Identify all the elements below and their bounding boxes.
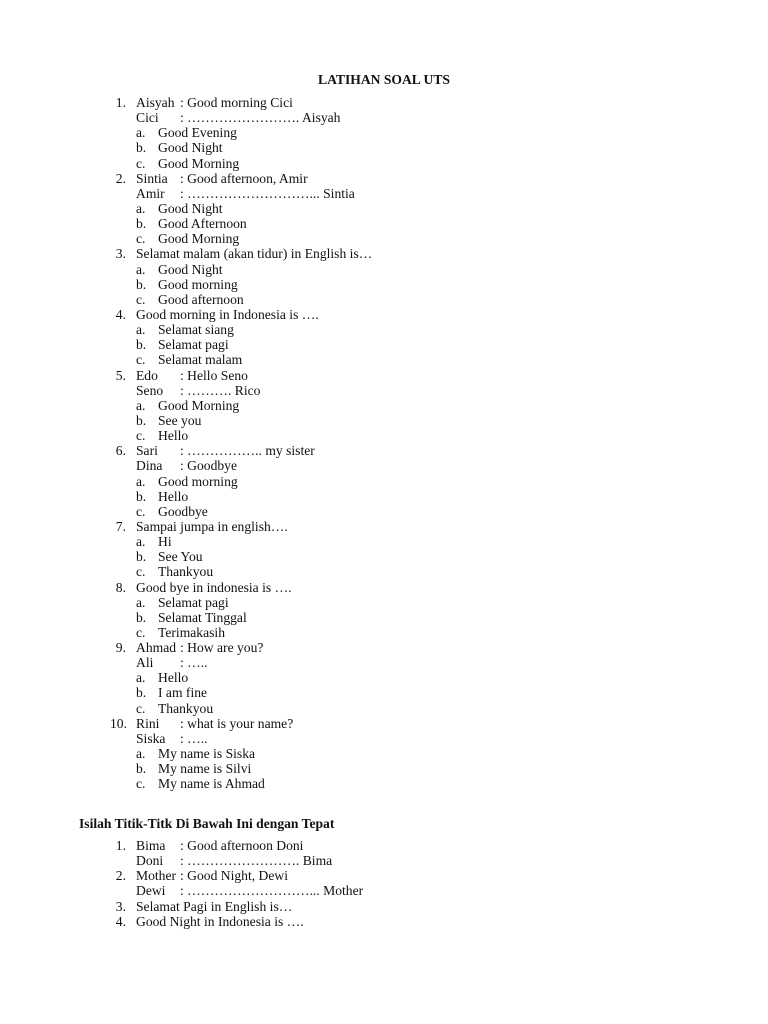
question-line: [0, 246, 768, 261]
option-letter: a.: [136, 594, 146, 610]
option-text: Good Morning: [158, 397, 240, 413]
dialog-text: : ……………………. Bima: [180, 853, 333, 869]
option-letter: a.: [136, 746, 146, 762]
question-text: Good bye in indonesia is ….: [136, 579, 292, 595]
question-item: [0, 716, 768, 792]
dialog-text: : ………. Rico: [180, 382, 261, 398]
speaker-name: Bima: [136, 838, 166, 853]
question-item: [0, 519, 768, 580]
speaker-name: Amir: [136, 185, 165, 201]
question-item: [0, 368, 768, 444]
question-item: [0, 307, 768, 368]
answer-option: [0, 201, 768, 216]
answer-option: [0, 610, 768, 625]
option-text: Thankyou: [158, 700, 214, 716]
option-text: Selamat malam: [158, 352, 243, 368]
answer-option: [0, 413, 768, 428]
dialog-line: [0, 838, 768, 853]
option-letter: c.: [136, 231, 146, 247]
answer-option: [0, 746, 768, 761]
answer-option: [0, 231, 768, 246]
speaker-name: Aisyah: [136, 95, 175, 110]
dialog-line: [0, 716, 768, 731]
option-text: Goodbye: [158, 503, 208, 519]
answer-option: [0, 489, 768, 504]
speaker-name: Edo: [136, 367, 158, 383]
answer-option: [0, 504, 768, 519]
question-text: Selamat malam (akan tidur) in English is…: [136, 246, 373, 262]
question-number: 9.: [115, 640, 126, 656]
dialog-text: : How are you?: [180, 640, 264, 656]
answer-option: [0, 140, 768, 155]
option-text: Good Morning: [158, 231, 240, 247]
option-text: My name is Ahmad: [158, 776, 265, 792]
answer-option: [0, 216, 768, 231]
option-letter: c.: [136, 155, 146, 171]
question-number: 7.: [115, 518, 126, 534]
option-text: See You: [158, 549, 203, 565]
speaker-name: Dina: [136, 458, 163, 474]
dialog-line: [0, 655, 768, 670]
dialog-text: : Good morning Cici: [180, 95, 293, 110]
option-letter: a.: [136, 534, 146, 550]
answer-option: [0, 776, 768, 791]
answer-option: [0, 125, 768, 140]
option-text: Good Night: [158, 261, 223, 277]
speaker-name: Sari: [136, 443, 158, 459]
dialog-text: : ………………………... Mother: [180, 883, 364, 899]
answer-option: [0, 534, 768, 549]
dialog-text: : Good afternoon Doni: [180, 838, 304, 853]
option-text: Hi: [158, 534, 172, 550]
section-heading: Isilah Titik-Titk Di Bawah Ini dengan Tepat: [79, 816, 335, 831]
speaker-name: Ali: [136, 655, 154, 671]
option-text: Hello: [158, 670, 189, 686]
dialog-line: [0, 368, 768, 383]
option-letter: a.: [136, 200, 146, 216]
question-item: [0, 868, 768, 898]
dialog-text: : Good Night, Dewi: [180, 868, 288, 884]
question-item: [0, 95, 768, 171]
dialog-line: [0, 443, 768, 458]
speaker-name: Doni: [136, 853, 164, 869]
option-letter: a.: [136, 670, 146, 686]
dialog-line: [0, 186, 768, 201]
option-letter: a.: [136, 473, 146, 489]
question-number: 2.: [115, 868, 126, 884]
option-letter: a.: [136, 397, 146, 413]
option-text: Hello: [158, 488, 189, 504]
option-letter: b.: [136, 609, 147, 625]
dialog-text: : …………….. my sister: [180, 443, 315, 459]
option-text: Good Morning: [158, 155, 240, 171]
dialog-line: [0, 883, 768, 898]
option-text: Selamat pagi: [158, 594, 229, 610]
question-number: 1.: [115, 838, 126, 853]
option-text: My name is Silvi: [158, 761, 252, 777]
question-item: [0, 171, 768, 247]
question-item: [0, 443, 768, 519]
question-item: [0, 899, 768, 914]
speaker-name: Ahmad: [136, 640, 177, 656]
option-text: Terimakasih: [158, 624, 225, 640]
answer-option: [0, 701, 768, 716]
answer-option: [0, 474, 768, 489]
option-text: Selamat pagi: [158, 337, 229, 353]
answer-option: [0, 398, 768, 413]
answer-option: [0, 685, 768, 700]
option-letter: b.: [136, 412, 147, 428]
option-text: See you: [158, 412, 202, 428]
answer-option: [0, 564, 768, 579]
option-text: Selamat Tinggal: [158, 609, 247, 625]
option-text: My name is Siska: [158, 746, 256, 762]
option-text: Good afternoon: [158, 291, 244, 307]
question-item: [0, 580, 768, 641]
option-text: Hello: [158, 428, 189, 444]
option-letter: b.: [136, 488, 147, 504]
answer-option: [0, 337, 768, 352]
option-letter: c.: [136, 428, 146, 444]
option-letter: a.: [136, 125, 146, 141]
answer-option: [0, 262, 768, 277]
answer-option: [0, 156, 768, 171]
question-item: [0, 640, 768, 716]
answer-option: [0, 761, 768, 776]
option-text: I am fine: [158, 685, 208, 701]
option-letter: b.: [136, 140, 147, 156]
option-letter: c.: [136, 700, 146, 716]
dialog-line: [0, 383, 768, 398]
fill-in-section: [0, 838, 768, 929]
question-text: Good morning in Indonesia is ….: [136, 306, 319, 322]
answer-option: [0, 595, 768, 610]
answer-option: [0, 670, 768, 685]
option-letter: a.: [136, 322, 146, 338]
dialog-text: : ………………………... Sintia: [180, 185, 355, 201]
option-letter: b.: [136, 276, 147, 292]
page-title: LATIHAN SOAL UTS: [318, 72, 450, 87]
dialog-text: : …..: [180, 730, 208, 746]
dialog-text: : Good afternoon, Amir: [180, 170, 308, 186]
speaker-name: Mother: [136, 868, 177, 884]
question-number: 4.: [115, 913, 126, 929]
question-number: 2.: [115, 170, 126, 186]
option-letter: c.: [136, 564, 146, 580]
question-line: [0, 914, 768, 929]
option-letter: b.: [136, 685, 147, 701]
option-letter: c.: [136, 776, 146, 792]
question-number: 3.: [115, 898, 126, 914]
question-number: 4.: [115, 306, 126, 322]
speaker-name: Dewi: [136, 883, 166, 899]
question-line: [0, 580, 768, 595]
question-number: 1.: [115, 95, 126, 110]
option-letter: a.: [136, 261, 146, 277]
option-letter: c.: [136, 291, 146, 307]
question-number: 6.: [115, 443, 126, 459]
answer-option: [0, 428, 768, 443]
option-text: Thankyou: [158, 564, 214, 580]
question-text: Sampai jumpa in english….: [136, 518, 288, 534]
dialog-line: [0, 95, 768, 110]
question-number: 10.: [110, 715, 127, 731]
dialog-text: : Goodbye: [180, 458, 238, 474]
question-item: [0, 246, 768, 307]
option-text: Good Night: [158, 140, 223, 156]
option-text: Good morning: [158, 473, 238, 489]
option-letter: c.: [136, 503, 146, 519]
dialog-line: [0, 171, 768, 186]
speaker-name: Sintia: [136, 170, 168, 186]
question-item: [0, 914, 768, 929]
speaker-name: Cici: [136, 110, 159, 126]
question-number: 5.: [115, 367, 126, 383]
answer-option: [0, 322, 768, 337]
question-line: [0, 899, 768, 914]
dialog-line: [0, 731, 768, 746]
question-text: Good Night in Indonesia is ….: [136, 913, 304, 929]
question-number: 3.: [115, 246, 126, 262]
dialog-line: [0, 853, 768, 868]
speaker-name: Rini: [136, 715, 160, 731]
answer-option: [0, 292, 768, 307]
dialog-line: [0, 458, 768, 473]
question-text: Selamat Pagi in English is…: [136, 898, 293, 914]
option-letter: c.: [136, 624, 146, 640]
option-letter: b.: [136, 216, 147, 232]
option-text: Good Evening: [158, 125, 237, 141]
dialog-line: [0, 110, 768, 125]
question-line: [0, 307, 768, 322]
question-number: 8.: [115, 579, 126, 595]
question-item: [0, 838, 768, 868]
option-letter: b.: [136, 761, 147, 777]
dialog-text: : ……………………. Aisyah: [180, 110, 341, 126]
answer-option: [0, 549, 768, 564]
option-letter: b.: [136, 337, 147, 353]
dialog-text: : …..: [180, 655, 208, 671]
speaker-name: Seno: [136, 382, 164, 398]
answer-option: [0, 625, 768, 640]
option-text: Selamat siang: [158, 322, 234, 338]
option-letter: c.: [136, 352, 146, 368]
speaker-name: Siska: [136, 730, 166, 746]
option-text: Good Night: [158, 200, 223, 216]
dialog-text: : what is your name?: [180, 715, 294, 731]
dialog-line: [0, 868, 768, 883]
question-line: [0, 519, 768, 534]
dialog-text: : Hello Seno: [180, 367, 248, 383]
answer-option: [0, 277, 768, 292]
option-text: Good morning: [158, 276, 238, 292]
dialog-line: [0, 640, 768, 655]
option-text: Good Afternoon: [158, 216, 247, 232]
option-letter: b.: [136, 549, 147, 565]
answer-option: [0, 352, 768, 367]
multiple-choice-section: [0, 95, 768, 791]
